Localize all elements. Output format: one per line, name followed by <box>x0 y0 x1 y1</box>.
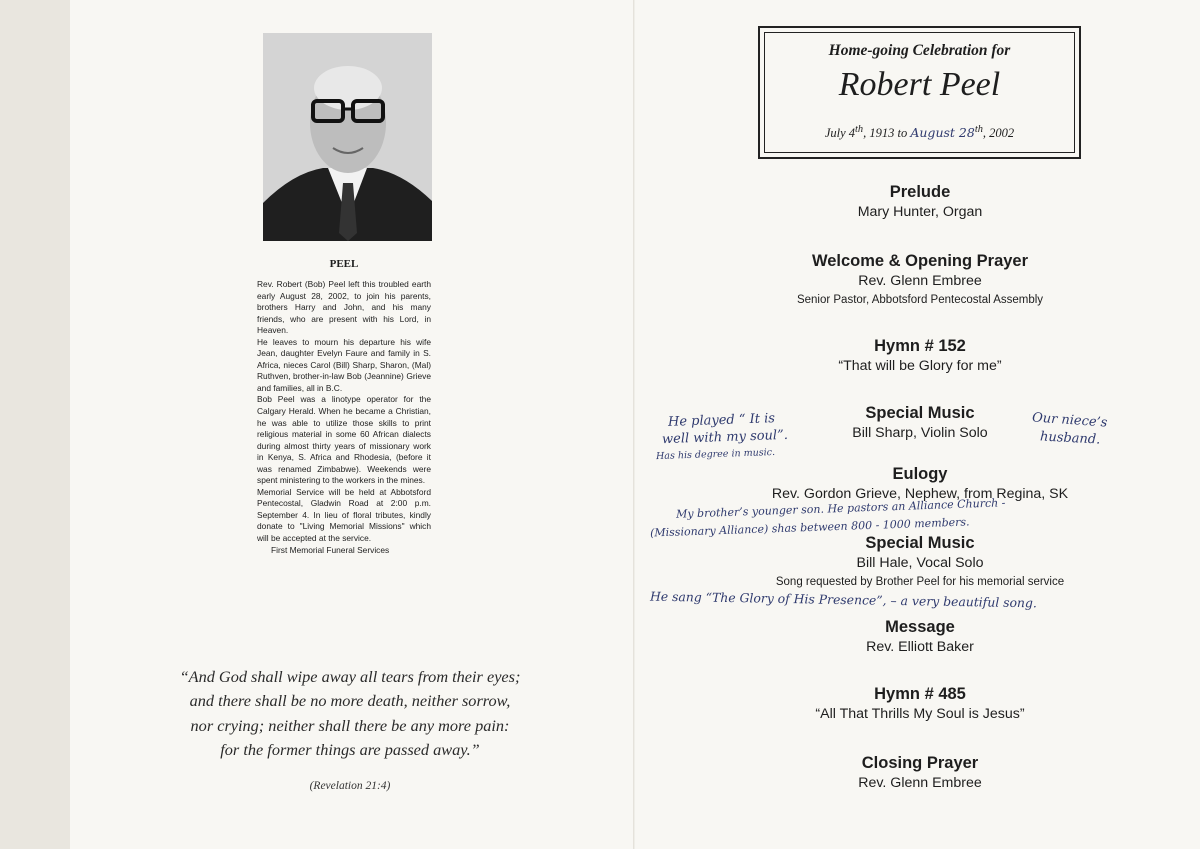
section-line: Rev. Glenn Embree <box>858 273 982 289</box>
program-message <box>720 617 1120 657</box>
section-heading: Special Music <box>865 534 975 552</box>
program-closing-prayer <box>720 753 1120 793</box>
section-line: Rev. Gordon Grieve, Nephew, from Regina, SK <box>771 486 1069 502</box>
section-line: Bill Sharp, Violin Solo <box>852 425 988 441</box>
program-welcome <box>720 251 1120 309</box>
program-eulogy <box>720 464 1120 504</box>
handwritten-note: husband. <box>1039 429 1101 448</box>
page-fold <box>633 0 635 849</box>
obituary-paragraph: Rev. Robert (Bob) Peel left this troubled earth early August 28, 2002, to join his parents, brothers Harry and John, and his many friends, who are present with his Lord, in Heaven. <box>257 279 431 336</box>
title-heading: Home-going Celebration for <box>828 42 1011 59</box>
portrait-photo <box>263 33 432 241</box>
section-line: “That will be Glory for me” <box>838 358 1002 374</box>
verse-line: “And God shall wipe away all tears from their eyes; <box>179 667 521 686</box>
obituary-paragraph: He leaves to mourn his departure his wife Jean, daughter Evelyn Faure and family in S. Africa, nieces Carol (Bill) Sharp, Sharon, (Mal) Ruthven, brother-in-law Bob (Jeannine) Grieve and families, all in B.C. <box>257 336 431 393</box>
program-hymn-152 <box>720 336 1120 376</box>
section-heading: Welcome & Opening Prayer <box>811 252 1029 270</box>
section-heading: Message <box>885 618 955 636</box>
date-middle: , 1913 to <box>863 126 911 141</box>
verse-reference: (Revelation 21:4) <box>309 780 391 792</box>
section-heading: Closing Prayer <box>861 754 979 772</box>
funeral-home: First Memorial Funeral Services <box>271 544 390 555</box>
handwritten-note: well with my soul”. <box>661 427 789 448</box>
handwritten-note: Has his degree in music. <box>655 446 776 463</box>
section-subline: Senior Pastor, Abbotsford Pentecostal Assembly <box>796 294 1044 306</box>
handwritten-note: (Missionary Alliance) shas between 800 - 1000 members. <box>649 515 970 540</box>
section-subline: Song requested by Brother Peel for his memorial service <box>775 576 1065 588</box>
date-end: , 2002 <box>982 126 1015 141</box>
obituary-paragraph: Bob Peel was a linotype operator for the Calgary Herald. When he became a Christian, he was able to utilize those skills to print religious material in some 60 African dialects during almost thirty years of missionary work in Kenya, S. Africa and Rhodesia, (before it was renamed Zimbabwe). Weekends were spent ministering to the workers in the mines. <box>257 394 431 486</box>
section-heading: Prelude <box>889 183 951 201</box>
program-special-music-2 <box>720 533 1120 591</box>
handwritten-note: Our niece’s <box>1031 410 1108 431</box>
obituary-text <box>257 279 431 556</box>
program-hymn-485 <box>720 684 1120 724</box>
verse-line: and there shall be no more death, neither sorrow, <box>189 691 511 711</box>
photo-caption: PEEL <box>329 258 359 270</box>
section-line: Rev. Glenn Embree <box>858 775 982 791</box>
section-heading: Eulogy <box>892 465 948 483</box>
section-line: Bill Hale, Vocal Solo <box>856 555 984 571</box>
scripture-verse <box>115 665 585 762</box>
section-heading: Hymn # 485 <box>874 685 966 703</box>
section-line: Rev. Elliott Baker <box>866 639 974 655</box>
date-start-suffix: th <box>855 124 864 135</box>
title-name: Robert Peel <box>838 66 1001 103</box>
title-dates <box>760 124 1079 141</box>
section-line: “All That Thrills My Soul is Jesus” <box>815 706 1025 722</box>
verse-line: for the former things are passed away.” <box>220 739 480 759</box>
section-heading: Hymn # 152 <box>874 337 966 355</box>
verse-line: nor crying; neither shall there be any more pain: <box>190 715 510 735</box>
title-box <box>758 26 1081 159</box>
handwritten-note: He played “ It is <box>667 411 776 430</box>
handwritten-note: My brother’s younger son. He pastors an Alliance Church - <box>675 496 1006 521</box>
handwritten-note: He sang “The Glory of His Presence”, – a very beautiful song. <box>649 588 1037 611</box>
section-heading: Special Music <box>865 404 975 422</box>
date-end-suffix: th <box>974 124 983 135</box>
date-handwritten: August 28 <box>910 125 975 141</box>
program-prelude <box>720 182 1120 222</box>
obituary-paragraph: Memorial Service will be held at Abbotsford Pentecostal, Gladwin Road at 2:00 p.m. September 4. In lieu of floral tributes, kindly donate to "Living Memorial Missions" which will be accepted at the service. <box>257 486 431 544</box>
date-start: July 4 <box>824 126 856 141</box>
section-line: Mary Hunter, Organ <box>857 204 983 220</box>
